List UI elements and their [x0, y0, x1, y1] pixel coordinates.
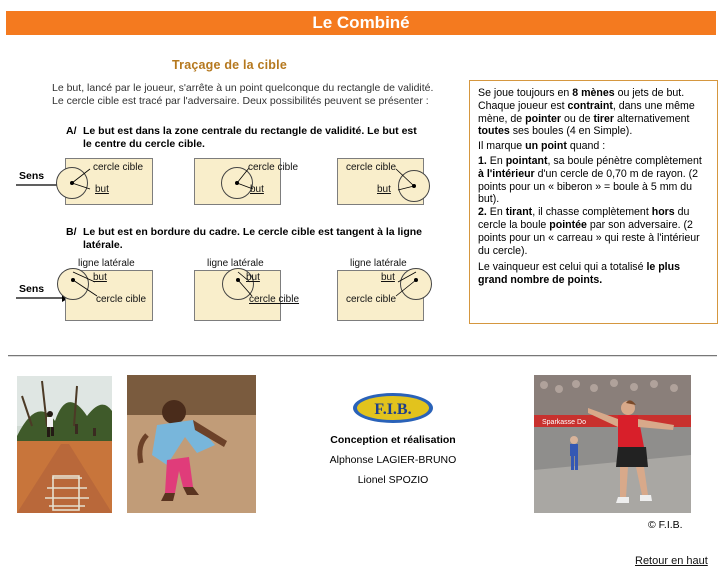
case-b-text: [66, 226, 446, 252]
diagram-a3-label-but: but: [377, 184, 391, 195]
diagram-a3-label-cercle: cercle cible: [346, 162, 397, 173]
case-b-line2: latérale.: [83, 239, 123, 251]
svg-text:Sparkasse Do: Sparkasse Do: [542, 419, 586, 426]
case-a-letter: A/: [66, 125, 77, 137]
diagram-b3-label-ligne: ligne latérale: [350, 258, 407, 269]
diagram-b2-label-cercle: cercle cible: [249, 294, 300, 305]
diagram-b1-label-ligne: ligne latérale: [78, 258, 135, 269]
case-b-line1: Le but est en bordure du cadre. Le cercle cible est tangent à la ligne: [83, 226, 423, 238]
section-title: Traçage de la cible: [172, 58, 287, 72]
svg-text:F.I.B.: F.I.B.: [374, 401, 412, 418]
horizontal-divider: [8, 355, 717, 357]
rules-paragraph-5: Le vainqueur est celui qui a totalisé le plus grand nombre de points.: [478, 261, 680, 287]
case-b-letter: B/: [66, 226, 77, 238]
diagram-a1-label-cercle: cercle cible: [93, 162, 144, 173]
case-a-line1: Le but est dans la zone centrale du rectangle de validité. Le but est: [83, 125, 417, 137]
photo-tournament-player: [534, 375, 691, 513]
rules-paragraph-2: Il marque un point quand :: [478, 140, 606, 153]
page-title-banner: Le Combiné: [6, 11, 716, 35]
credits-name-2: Lionel SPOZIO: [357, 474, 429, 486]
photo-runner-track: [17, 376, 112, 513]
diagram-b2-label-ligne: ligne latérale: [207, 258, 264, 269]
back-to-top-link[interactable]: Retour en haut: [635, 555, 708, 567]
sens-label-a: Sens: [19, 170, 45, 182]
diagram-a2-label-cercle: cercle cible: [248, 162, 299, 173]
diagram-a1-label-but: but: [95, 184, 109, 195]
credits-block: [300, 434, 486, 486]
credits-heading: Conception et réalisation: [330, 434, 456, 446]
case-a-text: [66, 125, 446, 151]
diagram-b3-label-cercle: cercle cible: [346, 294, 397, 305]
rules-paragraph-4: 2. En tirant, il chasse complètement hors du cercle la boule pointée par son adversaire. (2 points pour un « carreau » qui reste à l'intérieur du cercle).: [478, 206, 700, 257]
rules-paragraph-3: 1. En pointant, sa boule pénètre complètement à l'intérieur d'un cercle de 0,70 m de rayon. (2 points pour un « biberon » = boule à 5 mm du but).: [478, 154, 702, 206]
copyright-text: © F.I.B.: [648, 519, 683, 531]
rules-paragraph-1: Se joue toujours en 8 mènes ou jets de but. Chaque joueur est contraint, dans une même mène, de pointer ou de tirer alternativement toutes ses boules (4 en Simple).: [478, 87, 695, 138]
diagram-b1-label-but: but: [93, 272, 107, 283]
rules-box: [469, 80, 718, 324]
diagram-b2-label-but: but: [246, 272, 260, 283]
diagram-a2-label-but: but: [250, 184, 264, 195]
diagram-b1-label-cercle: cercle cible: [96, 294, 147, 305]
case-a-line2: le centre du cercle cible.: [83, 138, 205, 150]
credits-name-1: Alphonse LAGIER-BRUNO: [329, 454, 457, 466]
fib-logo: [352, 390, 435, 426]
sens-label-b: Sens: [19, 283, 45, 295]
diagram-b3-label-but: but: [381, 272, 395, 283]
intro-text: Le but, lancé par le joueur, s'arrête à un point quelconque du rectangle de validité. Le cercle cible est tracé par l'adversaire. Deux possibilités peuvent se présenter :: [52, 82, 434, 107]
photo-child-throwing: [127, 375, 256, 513]
